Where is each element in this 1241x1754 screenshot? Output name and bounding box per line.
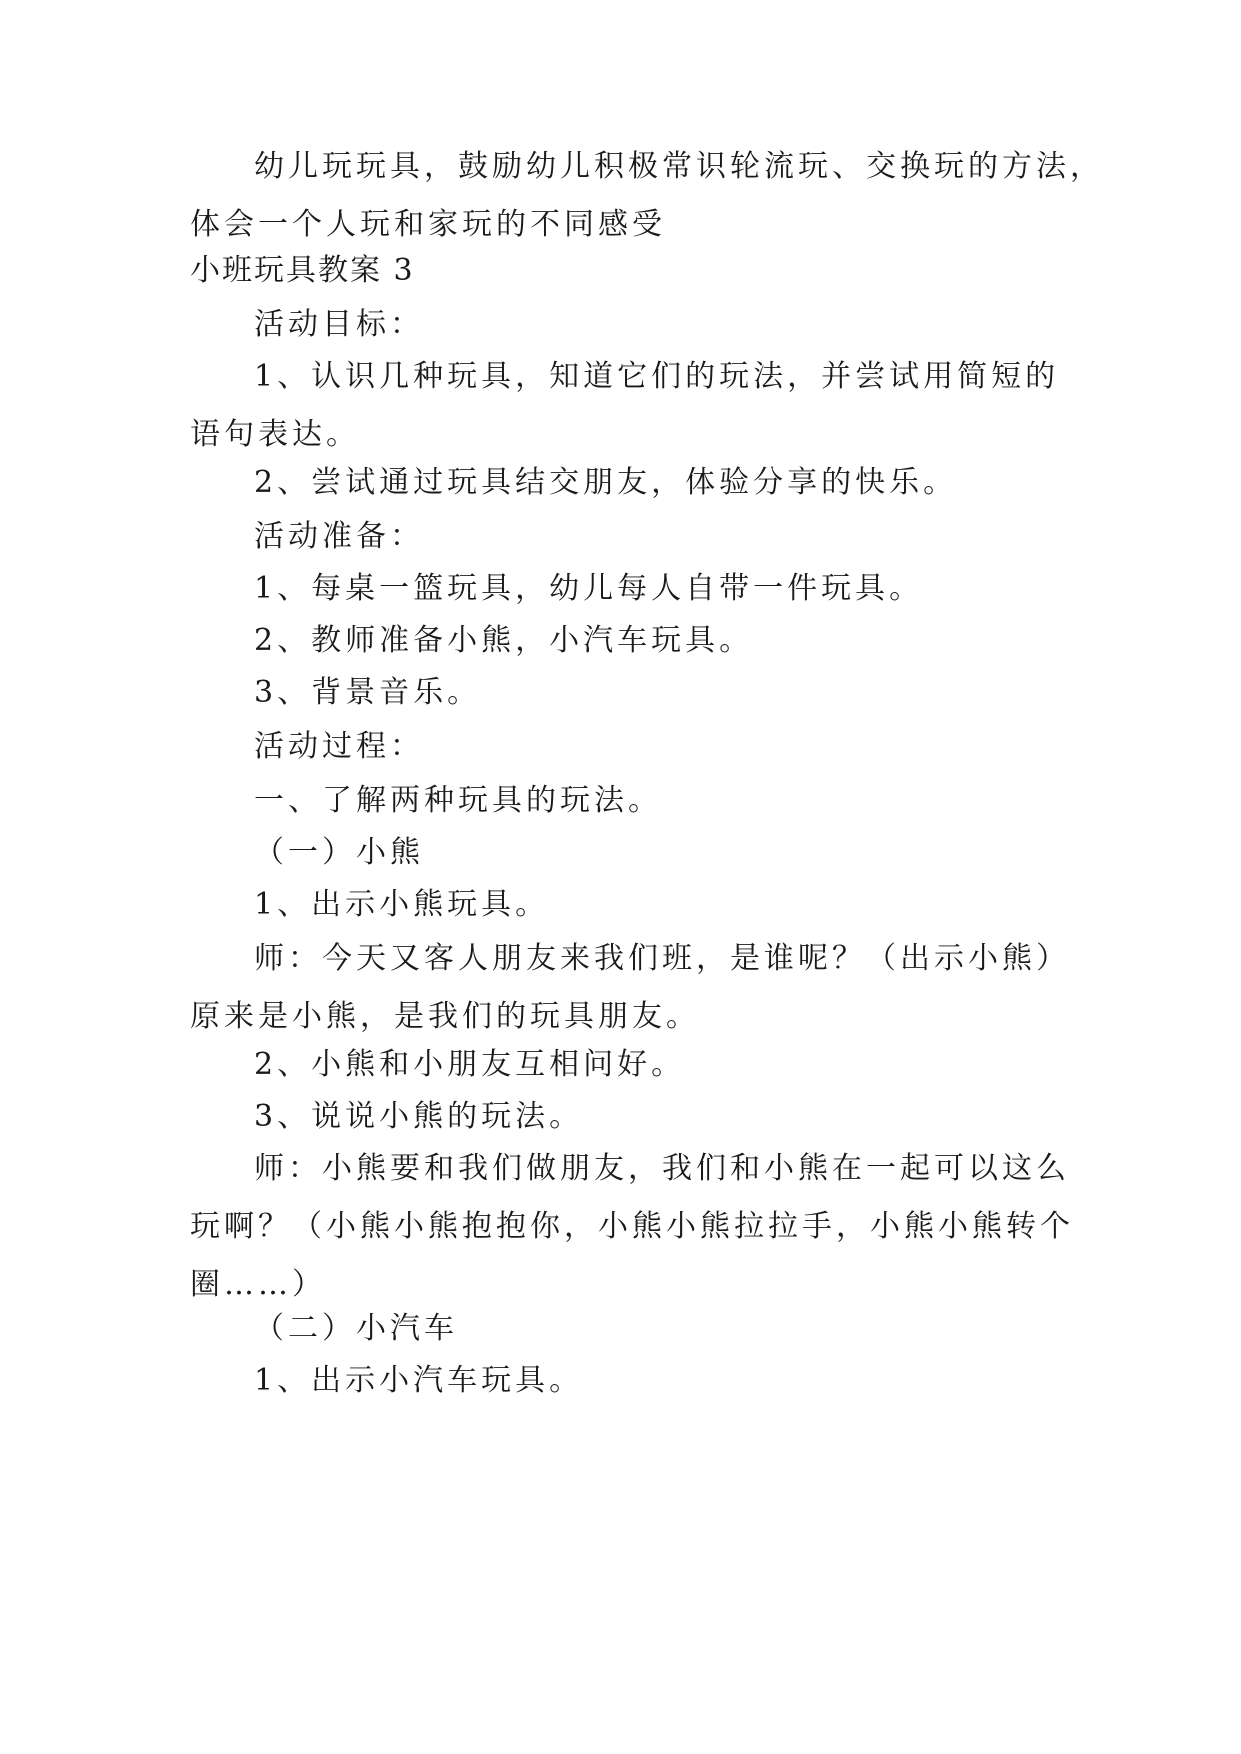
section-title: 小班玩具教案 3	[190, 253, 415, 288]
subsection-1-title: （一）小熊	[254, 835, 424, 870]
step-1-title: 一、了解两种玩具的玩法。	[254, 783, 662, 818]
teacher-dialogue-2-line-1: 师：小熊要和我们做朋友，我们和小熊在一起可以这么	[254, 1151, 1070, 1186]
teacher-dialogue-1	[190, 930, 1070, 1046]
teacher-dialogue-2-line-3: 圈……）	[190, 1267, 326, 1302]
prep-1-paragraph: 1、每桌一篮玩具，幼儿每人自带一件玩具。	[254, 571, 924, 606]
process-label: 活动过程：	[254, 729, 424, 764]
goal-2-paragraph: 2、尝试通过玩具结交朋友，体验分享的快乐。	[254, 465, 958, 500]
prep-label: 活动准备：	[254, 519, 424, 554]
teacher-dialogue-1-line-1: 师：今天又客人朋友来我们班，是谁呢？（出示小熊）	[254, 941, 1070, 976]
teacher-dialogue-2-line-2: 玩啊？（小熊小熊抱抱你，小熊小熊拉拉手，小熊小熊转个	[190, 1209, 1074, 1244]
prep-3-paragraph: 3、背景音乐。	[254, 675, 482, 710]
subsection-1-item-2: 2、小熊和小朋友互相问好。	[254, 1047, 686, 1082]
prep-2-paragraph: 2、教师准备小熊，小汽车玩具。	[254, 623, 754, 658]
goals-label: 活动目标：	[254, 307, 424, 342]
intro-line-1: 幼儿玩玩具，鼓励幼儿积极常识轮流玩、交换玩的方法，	[254, 149, 1104, 184]
subsection-1-item-3: 3、说说小熊的玩法。	[254, 1099, 584, 1134]
goal-1-paragraph	[190, 348, 1060, 464]
teacher-dialogue-1-line-2: 原来是小熊，是我们的玩具朋友。	[190, 999, 700, 1034]
subsection-2-title: （二）小汽车	[254, 1311, 458, 1346]
intro-paragraph	[190, 138, 1104, 254]
intro-line-2: 体会一个人玩和家玩的不同感受	[190, 207, 666, 242]
goal-1-line-2: 语句表达。	[190, 417, 360, 452]
subsection-2-item-1: 1、出示小汽车玩具。	[254, 1363, 584, 1398]
teacher-dialogue-2	[190, 1140, 1074, 1314]
subsection-1-item-1: 1、出示小熊玩具。	[254, 887, 550, 922]
goal-1-line-1: 1、认识几种玩具，知道它们的玩法，并尝试用简短的	[254, 359, 1060, 394]
